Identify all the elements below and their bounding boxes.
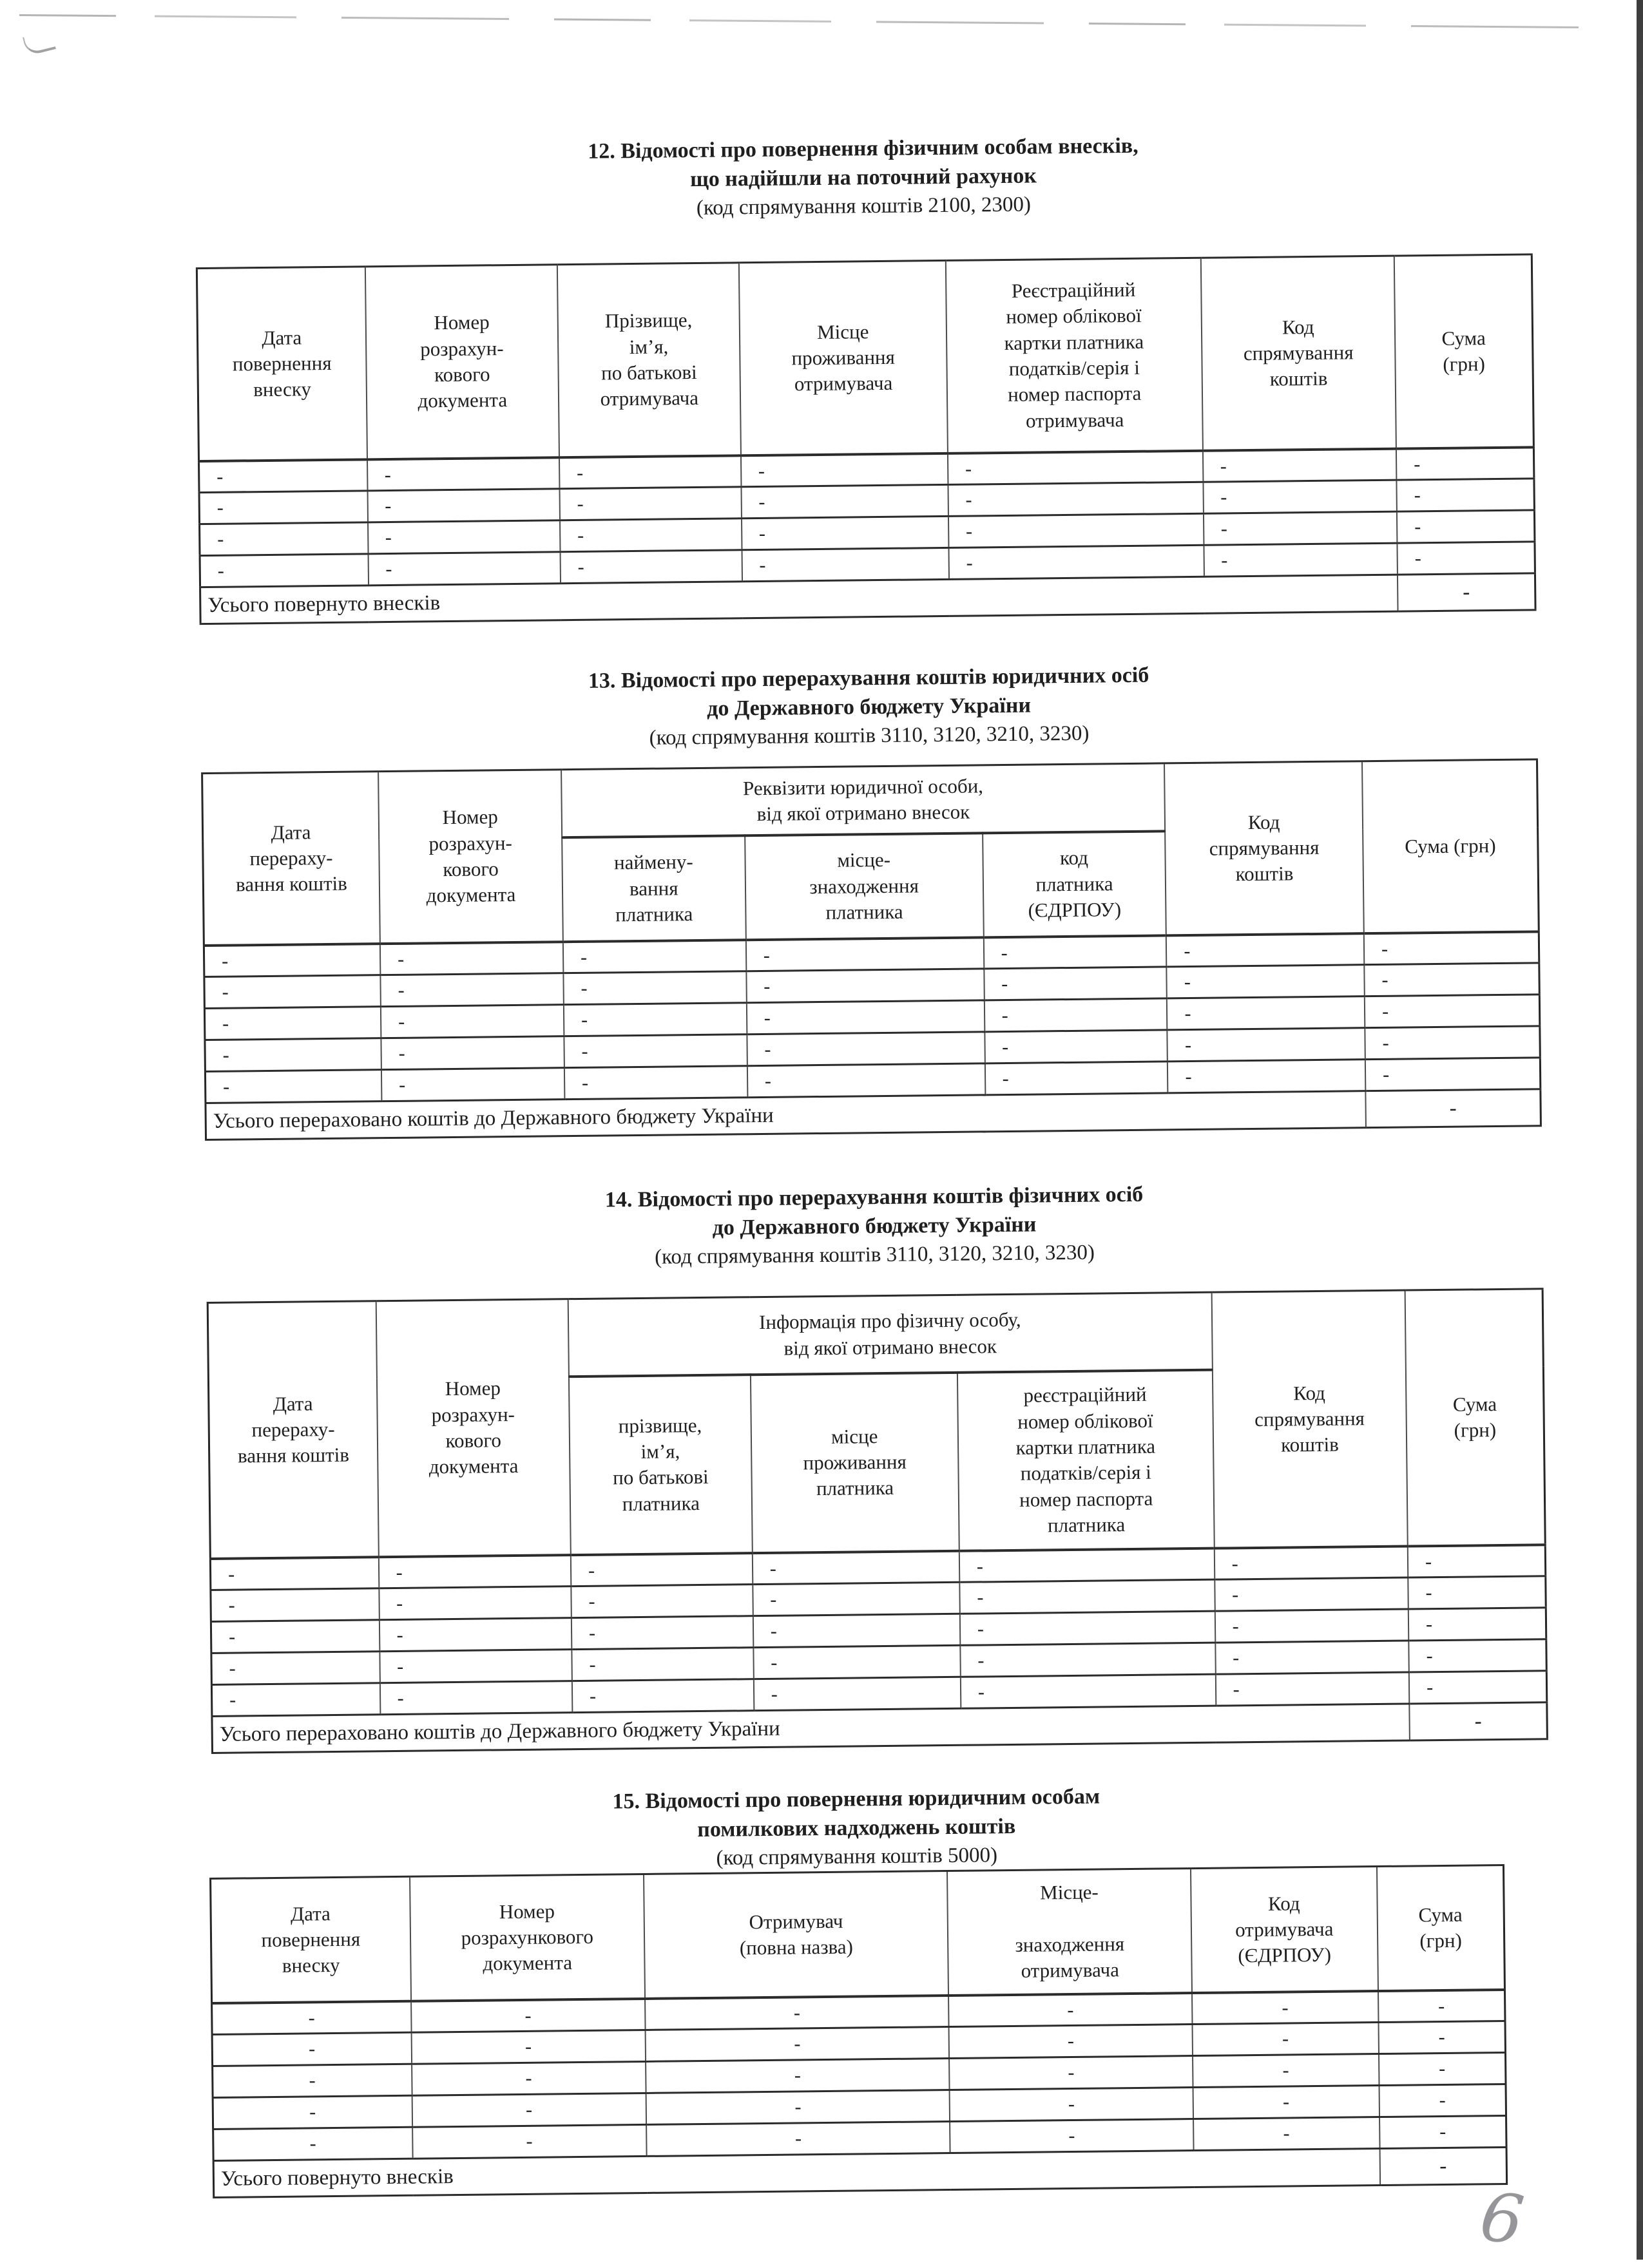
table-cell: -: [571, 1585, 753, 1618]
table-cell: -: [645, 1996, 949, 2030]
section-14-title-code: (код спрямування коштів 3110, 3120, 3210, 3230): [654, 1241, 1095, 1269]
header-document-number: Номер розрахункового документа: [410, 1874, 645, 2001]
header-payer-name: наймену- вання платника: [562, 835, 746, 942]
table-cell: -: [959, 1579, 1215, 1614]
table-returns-legal-entities: [209, 1864, 1508, 2198]
table-cell: -: [1408, 1639, 1546, 1672]
table-cell: -: [1215, 1609, 1408, 1643]
header-recipient-edrpou: Код отримувача (ЄДРПОУ): [1191, 1867, 1378, 1993]
table-cell: -: [948, 1993, 1192, 2027]
table-cell: -: [572, 1648, 753, 1681]
table-cell: -: [950, 2056, 1193, 2090]
table-cell: -: [1167, 1028, 1365, 1062]
table-cell: -: [211, 1652, 380, 1685]
table-cell: -: [412, 2125, 647, 2159]
table-cell: -: [1379, 2116, 1506, 2149]
table-cell: -: [1408, 1576, 1546, 1609]
table-cell: -: [1167, 965, 1365, 998]
header-recipient-residence: Місце проживання отримувача: [739, 261, 948, 455]
table-cell: -: [1215, 1672, 1409, 1706]
table-cell: -: [983, 935, 1166, 969]
table-cell: -: [1167, 996, 1365, 1030]
table-cell: -: [378, 1555, 571, 1588]
table-cell: -: [212, 2033, 412, 2066]
section-15-title-line1: 15. Відомості про повернення юридичним особам: [612, 1784, 1100, 1814]
table-cell: -: [211, 1620, 380, 1653]
table-cell: -: [1396, 479, 1534, 511]
table-cell: -: [950, 2119, 1194, 2153]
header-document-number: Номер розрахун- кового документа: [378, 770, 563, 944]
table-cell: -: [205, 1070, 381, 1103]
total-value: -: [1409, 1702, 1547, 1740]
table-cell: -: [948, 451, 1203, 485]
table-cell: -: [380, 1650, 572, 1683]
table-cell: -: [572, 1616, 753, 1650]
header-amount: Сума (грн): [1405, 1289, 1546, 1546]
section-12-title-line2: що надійшли на поточний рахунок: [689, 164, 1037, 191]
table-cell: -: [1365, 1058, 1541, 1091]
table-cell: -: [960, 1611, 1215, 1645]
header-funds-code: Код спрямування коштів: [1200, 256, 1396, 450]
table-cell: -: [985, 1062, 1167, 1095]
table-cell: -: [959, 1548, 1215, 1582]
table-cell: -: [984, 998, 1167, 1032]
header-group-individual: Інформація про фізичну особу, від якої отримано внесок: [568, 1292, 1213, 1376]
table-cell: -: [204, 975, 381, 1009]
table-cell: -: [984, 967, 1167, 1000]
table-cell: -: [367, 489, 560, 522]
table-cell: -: [742, 548, 949, 582]
header-return-date: Дата повернення внеску: [211, 1877, 411, 2003]
table-cell: -: [200, 554, 369, 587]
table-cell: -: [559, 487, 741, 520]
table-cell: -: [200, 522, 369, 556]
table-cell: -: [960, 1643, 1215, 1677]
header-amount: Сума (грн): [1362, 759, 1539, 933]
section-13: [200, 657, 1542, 1141]
total-label: Усього перераховано коштів до Державного бюджету України: [206, 1091, 1366, 1140]
table-returns-to-individuals: [196, 254, 1537, 625]
table-cell: -: [1192, 1991, 1378, 2025]
header-payer-name: прізвище, ім’я, по батькові платника: [569, 1375, 753, 1555]
header-payer-location: місце- знаходження платника: [745, 833, 983, 940]
table-cell: -: [1365, 1026, 1540, 1060]
table-cell: -: [571, 1553, 753, 1587]
table-transfers-individuals: [207, 1288, 1548, 1755]
section-15-title-code: (код спрямування коштів 5000): [716, 1843, 998, 1870]
table-cell: -: [753, 1646, 961, 1679]
table-cell: -: [412, 2062, 646, 2096]
table-cell: -: [210, 1557, 379, 1590]
table-transfers-legal-entities: [201, 759, 1542, 1141]
table-cell: -: [1203, 480, 1397, 513]
table-cell: -: [949, 2025, 1193, 2059]
handwritten-page-number: 6: [1475, 2177, 1528, 2260]
table-cell: -: [741, 453, 948, 487]
table-cell: -: [753, 1614, 961, 1648]
header-document-number: Номер розрахун- кового документа: [376, 1299, 571, 1557]
table-cell: -: [1408, 1545, 1546, 1577]
section-12-title: [195, 128, 1532, 227]
table-cell: -: [1397, 542, 1535, 575]
table-cell: -: [1379, 2053, 1506, 2086]
table-cell: -: [753, 1583, 960, 1616]
table-cell: -: [205, 1038, 381, 1072]
table-cell: -: [747, 1063, 985, 1098]
header-document-number: Номер розрахун- кового документа: [365, 265, 559, 459]
section-12-title-line1: 12. Відомості про повернення фізичним особам внесків,: [588, 133, 1139, 164]
section-15: [209, 1778, 1508, 2198]
total-value: -: [1398, 573, 1535, 611]
table-cell: -: [211, 1683, 380, 1717]
table-cell: -: [985, 1030, 1167, 1063]
table-cell: -: [560, 519, 742, 552]
table-cell: -: [1397, 510, 1535, 543]
table-cell: -: [559, 455, 741, 489]
header-funds-code: Код спрямування коштів: [1164, 761, 1363, 935]
table-cell: -: [646, 2059, 950, 2093]
table-cell: -: [1204, 543, 1398, 577]
table-cell: -: [204, 1007, 381, 1040]
table-cell: -: [379, 1587, 572, 1620]
section-13-title-code: (код спрямування коштів 3110, 3120, 3210, 3230): [649, 721, 1090, 750]
table-cell: -: [948, 546, 1204, 580]
table-cell: -: [1192, 2023, 1378, 2056]
header-transfer-date: Дата перераху- вання коштів: [202, 772, 380, 946]
table-cell: -: [380, 942, 563, 975]
table-cell: -: [646, 2122, 950, 2157]
table-cell: -: [212, 2001, 412, 2035]
table-cell: -: [1378, 1990, 1505, 2023]
table-cell: -: [368, 552, 561, 586]
header-funds-code: Код спрямування коштів: [1211, 1290, 1408, 1548]
table-cell: -: [381, 1068, 564, 1101]
table-cell: -: [563, 940, 746, 973]
total-label: Усього повернуто внесків: [213, 2149, 1380, 2198]
table-cell: -: [368, 520, 561, 554]
table-cell: -: [948, 482, 1203, 517]
header-payer-edrpou: код платника (ЄДРПОУ): [983, 831, 1167, 937]
table-cell: -: [1203, 448, 1397, 482]
table-cell: -: [1215, 1641, 1409, 1674]
table-cell: -: [367, 457, 560, 491]
table-cell: -: [1215, 1577, 1408, 1611]
table-cell: -: [211, 1588, 380, 1622]
table-cell: -: [753, 1551, 960, 1585]
total-label: Усього повернуто внесків: [200, 575, 1398, 624]
section-13-title-line1: 13. Відомості про перерахування коштів юридичних осіб: [588, 663, 1149, 693]
table-cell: -: [381, 1005, 564, 1038]
table-cell: -: [961, 1674, 1216, 1708]
table-cell: -: [747, 1032, 985, 1066]
table-cell: -: [380, 1681, 572, 1715]
table-cell: -: [213, 2064, 412, 2098]
table-cell: -: [1204, 511, 1398, 545]
total-label: Усього перераховано коштів до Державного бюджету України: [212, 1704, 1410, 1753]
table-cell: -: [411, 1999, 646, 2033]
table-cell: -: [950, 2088, 1193, 2122]
section-14-title: [206, 1176, 1543, 1276]
table-cell: -: [572, 1679, 754, 1713]
table-cell: -: [746, 969, 984, 1003]
table-cell: -: [564, 1034, 747, 1068]
table-cell: -: [411, 2030, 646, 2064]
table-cell: -: [563, 971, 746, 1005]
table-cell: -: [645, 2027, 949, 2062]
table-cell: -: [1214, 1546, 1408, 1579]
table-cell: -: [380, 973, 563, 1007]
table-cell: -: [199, 491, 368, 524]
table-cell: -: [746, 937, 984, 971]
header-payer-residence: місце проживання платника: [751, 1373, 959, 1553]
table-cell: -: [560, 550, 742, 584]
table-cell: -: [1378, 2021, 1505, 2054]
table-cell: -: [1193, 2117, 1379, 2151]
header-recipient-full-name: Отримувач (повна назва): [644, 1871, 949, 1999]
table-cell: -: [1409, 1671, 1547, 1704]
table-cell: -: [1193, 2086, 1379, 2119]
total-value: -: [1365, 1089, 1541, 1128]
header-transfer-date: Дата перераху- вання коштів: [207, 1301, 378, 1559]
table-cell: -: [741, 485, 948, 519]
table-cell: -: [1408, 1608, 1546, 1641]
section-14-title-line2: до Державного бюджету України: [712, 1212, 1037, 1240]
section-13-title: [200, 657, 1537, 757]
table-cell: -: [948, 514, 1204, 548]
section-14-title-line1: 14. Відомості про перерахування коштів фізичних осіб: [604, 1182, 1144, 1212]
table-cell: -: [213, 2096, 412, 2130]
total-value: -: [1379, 2148, 1506, 2186]
table-cell: -: [1365, 995, 1540, 1028]
header-payer-taxpayer-id: реєстраційний номер облікової картки платника податків/серія і номер паспорта платника: [957, 1369, 1215, 1550]
table-cell: -: [1166, 933, 1364, 967]
table-cell: -: [1364, 931, 1539, 965]
table-cell: -: [564, 1066, 747, 1100]
section-14: [206, 1176, 1548, 1754]
section-12: [195, 128, 1537, 625]
table-cell: -: [1364, 963, 1539, 996]
header-taxpayer-id: Реєстраційний номер облікової картки платника податків/серія і номер паспорта отримувача: [946, 258, 1203, 453]
table-cell: -: [747, 1000, 985, 1034]
table-cell: -: [754, 1677, 961, 1711]
table-cell: -: [1167, 1060, 1365, 1093]
table-cell: -: [564, 1003, 747, 1036]
table-cell: -: [1193, 2054, 1379, 2088]
table-cell: -: [204, 944, 380, 977]
header-group-legal-entity: Реквізити юридичної особи, від якої отримано внесок: [561, 763, 1166, 837]
table-cell: -: [379, 1618, 572, 1652]
section-15-title: [209, 1778, 1504, 1878]
section-13-title-line2: до Державного бюджету України: [706, 693, 1032, 721]
header-amount: Сума (грн): [1394, 254, 1534, 448]
header-recipient-location: Місце- знаходження отримувача: [947, 1869, 1191, 1996]
table-cell: -: [742, 517, 949, 550]
table-cell: -: [213, 2128, 413, 2161]
header-return-date: Дата повернення внеску: [197, 267, 367, 461]
table-cell: -: [381, 1036, 564, 1070]
section-15-title-line2: помилкових надходжень коштів: [697, 1814, 1016, 1842]
table-cell: -: [199, 459, 368, 493]
table-cell: -: [646, 2090, 950, 2125]
table-cell: -: [1396, 447, 1534, 480]
section-12-title-code: (код спрямування коштів 2100, 2300): [696, 193, 1032, 220]
table-cell: -: [1379, 2084, 1506, 2117]
header-recipient-name: Прізвище, ім’я, по батькові отримувача: [557, 263, 741, 457]
header-amount: Сума (грн): [1377, 1865, 1505, 1991]
table-cell: -: [412, 2093, 646, 2128]
